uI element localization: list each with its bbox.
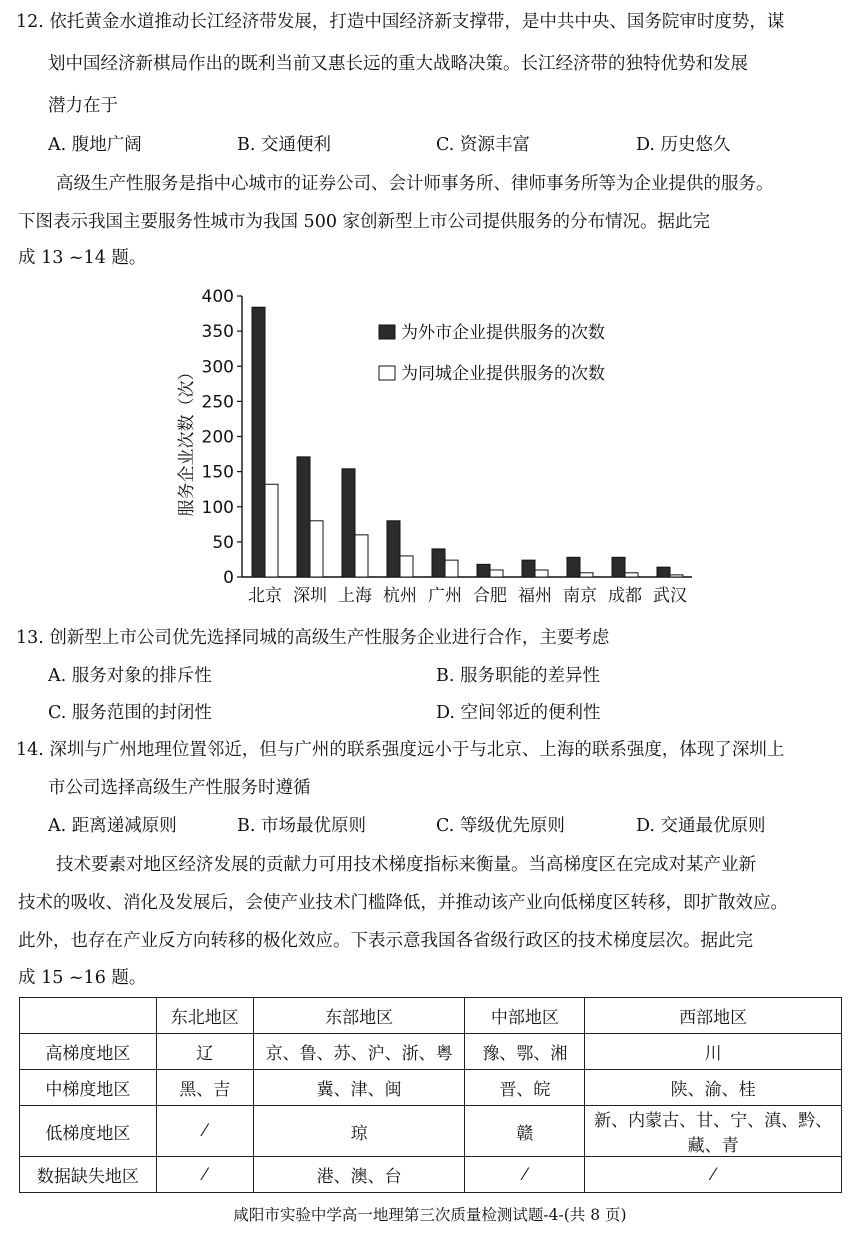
- y-tick-label: 50: [212, 532, 234, 553]
- y-tick-label: 300: [201, 357, 234, 378]
- table-row: [20, 1070, 842, 1106]
- q12-option-d: D. 历史悠久: [636, 135, 731, 155]
- x-tick-label: 南京: [563, 586, 597, 606]
- service-bar-chart: [170, 282, 700, 612]
- bar-local: [625, 573, 638, 577]
- intro2-line-3: 此外，也存在产业反方向转移的极化效应。下表示意我国各省级行政区的技术梯度层次。据此完: [18, 931, 753, 951]
- x-tick-label: 武汉: [653, 586, 687, 606]
- table-row: [20, 1034, 842, 1070]
- bar-outbound: [567, 557, 580, 577]
- q14-line-2: 市公司选择高级生产性服务时遵循: [48, 778, 311, 798]
- q12-option-b: B. 交通便利: [237, 135, 331, 155]
- bar-outbound: [297, 457, 310, 577]
- y-tick-label: 350: [201, 322, 234, 343]
- q13-option-a: A. 服务对象的排斥性: [48, 666, 212, 686]
- intro2-line-1: 技术要素对地区经济发展的贡献力可用技术梯度指标来衡量。当高梯度区在完成对某产业新: [56, 855, 756, 875]
- x-tick-label: 广州: [428, 586, 462, 606]
- table-cell: ⁄: [156, 1106, 253, 1157]
- table-cell: 京、鲁、苏、沪、浙、粤: [253, 1034, 465, 1070]
- table-row: [20, 1157, 842, 1193]
- table-header-cell: 西部地区: [585, 998, 842, 1034]
- x-tick-label: 北京: [248, 586, 282, 606]
- table-cell: 川: [585, 1034, 842, 1070]
- bar-local: [355, 535, 368, 577]
- bar-outbound: [252, 307, 265, 577]
- x-tick-label: 成都: [608, 586, 642, 606]
- x-tick-label: 合肥: [473, 586, 507, 606]
- bar-outbound: [612, 557, 625, 577]
- table-cell: 中梯度地区: [20, 1070, 157, 1106]
- table-header-cell: 东北地区: [156, 998, 253, 1034]
- table-cell: 冀、津、闽: [253, 1070, 465, 1106]
- intro2-line-2: 技术的吸收、消化及发展后，会使产业技术门槛降低，并推动该产业向低梯度区转移，即扩散效应。: [18, 893, 788, 913]
- bar-outbound: [387, 521, 400, 577]
- y-axis-label: 服务企业次数（次）: [177, 363, 197, 517]
- q14-option-a: A. 距离递减原则: [48, 816, 177, 836]
- table-cell: 辽: [156, 1034, 253, 1070]
- q14-option-c: C. 等级优先原则: [436, 816, 565, 836]
- q13-option-c: C. 服务范围的封闭性: [48, 703, 212, 723]
- q12-line-2: 划中国经济新棋局作出的既利当前又惠长远的重大战略决策。长江经济带的独特优势和发展: [48, 54, 748, 74]
- x-axis-labels: [248, 586, 687, 606]
- page-footer: 咸阳市实验中学高一地理第三次质量检测试题-4-(共 8 页): [233, 1206, 627, 1224]
- q13-option-d: D. 空间邻近的便利性: [436, 703, 601, 723]
- bar-outbound: [522, 560, 535, 577]
- table-cell: 豫、鄂、湘: [465, 1034, 585, 1070]
- y-tick-label: 200: [201, 427, 234, 448]
- tech-gradient-table: [19, 997, 842, 1193]
- table-cell: 陕、渝、桂: [585, 1070, 842, 1106]
- table-header-row: [20, 998, 842, 1034]
- legend-label-outbound: 为外市企业提供服务的次数: [401, 323, 605, 343]
- q12-line-1: 12. 依托黄金水道推动长江经济带发展，打造中国经济新支撑带，是中共中央、国务院审时度势，谋: [16, 12, 785, 32]
- legend-swatch-local: [379, 366, 395, 380]
- table-header-cell: 中部地区: [465, 998, 585, 1034]
- table-cell: 黑、吉: [156, 1070, 253, 1106]
- bar-outbound: [432, 549, 445, 577]
- table-cell: 港、澳、台: [253, 1157, 465, 1193]
- bar-local: [490, 570, 503, 577]
- q13-stem: 13. 创新型上市公司优先选择同城的高级生产性服务企业进行合作，主要考虑: [16, 628, 610, 648]
- bars: [252, 307, 683, 577]
- legend: [379, 323, 605, 384]
- x-tick-label: 杭州: [383, 586, 417, 606]
- table-cell: 琼: [253, 1106, 465, 1157]
- table-cell: 高梯度地区: [20, 1034, 157, 1070]
- y-tick-label: 100: [201, 497, 234, 518]
- table-row: [20, 1106, 842, 1157]
- table-cell: 晋、皖: [465, 1070, 585, 1106]
- bar-outbound: [342, 469, 355, 577]
- q12-option-c: C. 资源丰富: [436, 135, 530, 155]
- q12-option-a: A. 腹地广阔: [48, 135, 142, 155]
- table-cell: 低梯度地区: [20, 1106, 157, 1157]
- legend-label-local: 为同城企业提供服务的次数: [401, 364, 605, 384]
- intro1-line-3: 成 13 ~14 题。: [18, 248, 147, 268]
- y-tick-label: 250: [201, 392, 234, 413]
- table-header-cell: [20, 998, 157, 1034]
- intro1-line-1: 高级生产性服务是指中心城市的证券公司、会计师事务所、律师事务所等为企业提供的服务。: [56, 174, 774, 194]
- table-cell: 赣: [465, 1106, 585, 1157]
- q13-option-b: B. 服务职能的差异性: [436, 666, 600, 686]
- y-tick-label: 0: [223, 568, 234, 588]
- bar-local: [400, 556, 413, 577]
- bar-local: [445, 560, 458, 577]
- bar-local: [265, 484, 278, 577]
- x-tick-label: 福州: [518, 586, 552, 606]
- bar-outbound: [477, 564, 490, 577]
- table-cell: ⁄: [465, 1157, 585, 1193]
- q14-line-1: 14. 深圳与广州地理位置邻近，但与广州的联系强度远小于与北京、上海的联系强度，体现了深圳上: [16, 740, 785, 760]
- bar-local: [310, 521, 323, 577]
- table-header-cell: 东部地区: [253, 998, 465, 1034]
- y-tick-label: 150: [201, 462, 234, 483]
- y-tick-label: 400: [201, 287, 234, 307]
- bar-local: [670, 575, 683, 577]
- table-cell: 新、内蒙古、甘、宁、滇、黔、藏、青: [585, 1106, 842, 1157]
- table-cell: ⁄: [585, 1157, 842, 1193]
- intro2-line-4: 成 15 ~16 题。: [18, 968, 147, 988]
- bar-local: [580, 573, 593, 577]
- q14-option-b: B. 市场最优原则: [237, 816, 366, 836]
- intro1-line-2: 下图表示我国主要服务性城市为我国 500 家创新型上市公司提供服务的分布情况。据此完: [18, 212, 711, 232]
- legend-swatch-outbound: [379, 325, 395, 339]
- x-tick-label: 上海: [338, 586, 372, 606]
- q12-line-3: 潜力在于: [48, 96, 118, 116]
- bar-outbound: [657, 567, 670, 577]
- x-tick-label: 深圳: [293, 586, 327, 606]
- table-cell: ⁄: [156, 1157, 253, 1193]
- bar-local: [535, 570, 548, 577]
- q14-option-d: D. 交通最优原则: [636, 816, 766, 836]
- table-cell: 数据缺失地区: [20, 1157, 157, 1193]
